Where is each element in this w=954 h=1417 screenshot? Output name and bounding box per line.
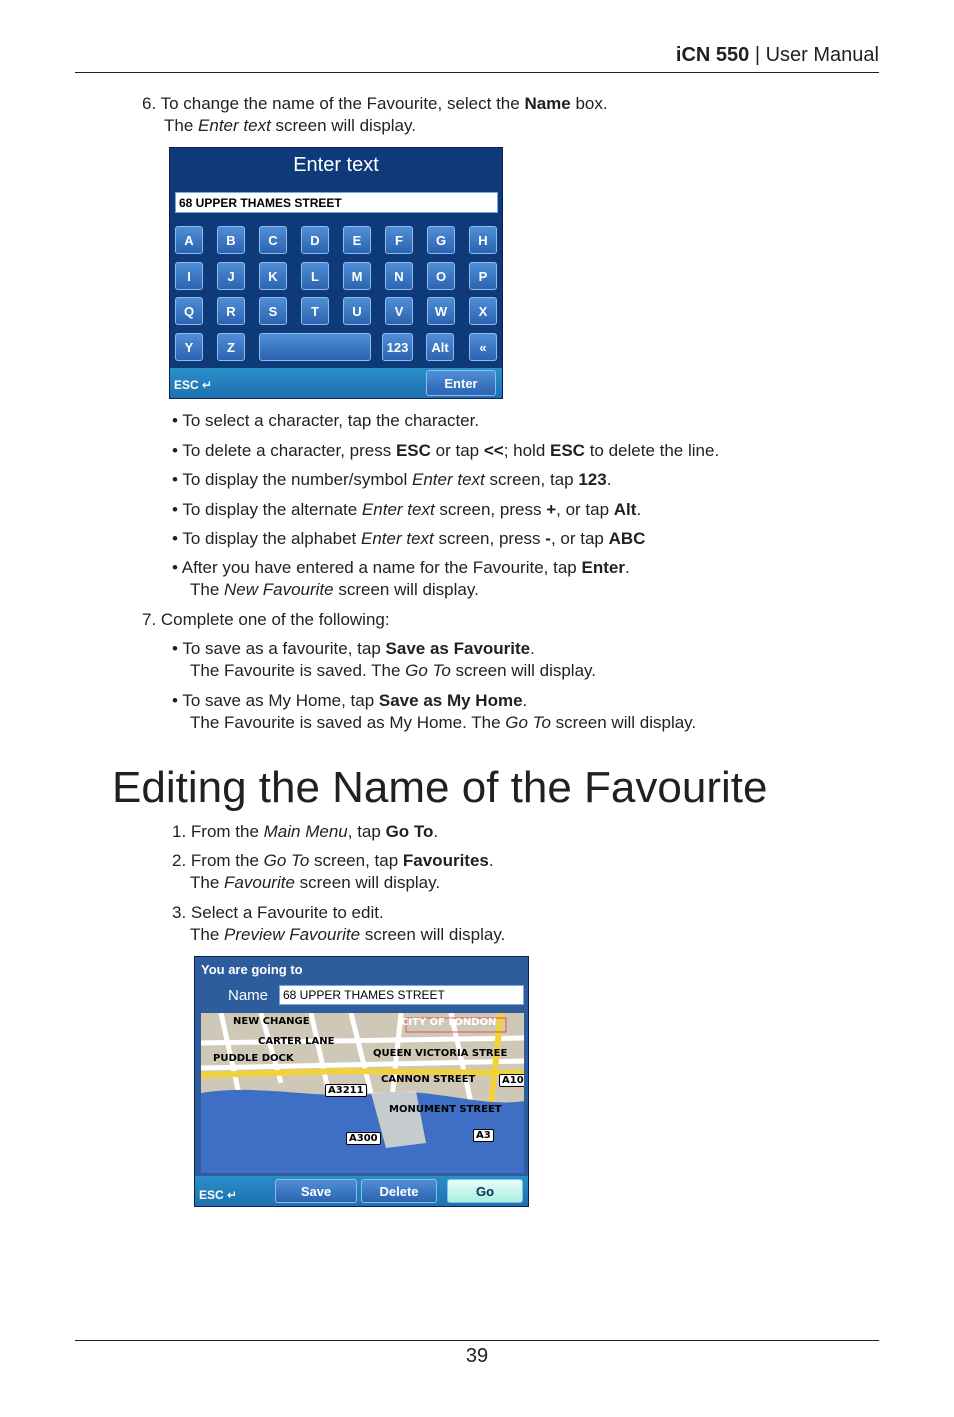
key-z[interactable]: Z (217, 333, 245, 361)
key-f[interactable]: F (385, 226, 413, 254)
bullet-2-part: or tap (430, 441, 484, 460)
key-123[interactable]: 123 (382, 333, 413, 361)
opt1-end: . (530, 639, 535, 658)
opt2-sub-italic: Go To (505, 713, 551, 732)
bullet-6-sub-text: The (190, 580, 225, 599)
bullet-4-part: screen, press (434, 500, 547, 519)
key-c[interactable]: C (259, 226, 287, 254)
opt2-bold: Save as My Home (378, 691, 523, 710)
space-key[interactable] (259, 333, 371, 361)
opt2-end: . (522, 691, 528, 710)
step-6-sub-italic: Enter text (198, 116, 271, 135)
bullet-5-part: • To display the alphabet (172, 529, 361, 548)
edit-step-2-text: 2. From the (172, 851, 264, 870)
bullet-2-part: ESC (550, 441, 585, 460)
name-field[interactable]: 68 UPPER THAMES STREET (279, 985, 524, 1005)
key-r[interactable]: R (217, 297, 245, 325)
edit-step-1-bold: Go To (385, 822, 434, 841)
step-6-sub (164, 115, 416, 137)
bullet-3-part: • To display the number/symbol (172, 470, 412, 489)
edit-step-2-sub-text: The (190, 873, 225, 892)
edit-step-3-sub (190, 924, 505, 946)
header-separator: | (754, 44, 761, 66)
key-o[interactable]: O (427, 262, 455, 290)
key-e[interactable]: E (343, 226, 371, 254)
enter-button[interactable]: Enter (426, 370, 496, 396)
key-g[interactable]: G (427, 226, 455, 254)
map-label: MONUMENT STREET (389, 1104, 502, 1115)
text-input-field[interactable]: 68 UPPER THAMES STREET (175, 192, 498, 213)
bullet-4-part: Alt (613, 500, 637, 519)
bullet-2-part: << (483, 441, 504, 460)
key-y[interactable]: Y (175, 333, 203, 361)
key-x[interactable]: X (469, 297, 497, 325)
section-heading: Editing the Name of the Favourite (112, 763, 768, 812)
edit-step-3: 3. Select a Favourite to edit. (172, 903, 384, 922)
bullet-3-part: 123 (578, 470, 607, 489)
name-label: Name (228, 987, 269, 1004)
key-b[interactable]: B (217, 226, 245, 254)
bullet-4 (172, 499, 641, 521)
bullet-1-part: • To select a character, tap the character. (172, 411, 480, 430)
bullet-4-part: . (636, 500, 642, 519)
key-l[interactable]: L (301, 262, 329, 290)
key-m[interactable]: M (343, 262, 371, 290)
map-label: A3 (473, 1129, 494, 1142)
edit-step-1-mid: , tap (347, 822, 386, 841)
opt2-sub-end: screen will display. (550, 713, 697, 732)
key-j[interactable]: J (217, 262, 245, 290)
edit-step-2-italic: Go To (263, 851, 310, 870)
key-t[interactable]: T (301, 297, 329, 325)
opt2-sub-text: The Favourite is saved as My Home. The (190, 713, 506, 732)
bullet-2-part: ; hold (503, 441, 550, 460)
opt2-text: • To save as My Home, tap (172, 691, 379, 710)
edit-step-3-sub-italic: Preview Favourite (224, 925, 361, 944)
key-v[interactable]: V (385, 297, 413, 325)
bullet-2-part: • To delete a character, press (172, 441, 396, 460)
bullet-5-part: - (545, 529, 551, 548)
opt1-sub-italic: Go To (405, 661, 451, 680)
map-label: A300 (346, 1132, 381, 1145)
edit-step-2-bold: Favourites (402, 851, 489, 870)
bullet-6-part: Enter (581, 558, 625, 577)
opt1-text: • To save as a favourite, tap (172, 639, 386, 658)
bullet-3-part: . (606, 470, 612, 489)
bullet-1 (172, 410, 479, 432)
key-k[interactable]: K (259, 262, 287, 290)
step-6-bold: Name (524, 94, 571, 113)
edit-step-3-sub-end: screen will display. (360, 925, 506, 944)
edit-step-1-text: 1. From the (172, 822, 264, 841)
bullet-5-part: Enter text (361, 529, 434, 548)
preview-favourite-screenshot (194, 956, 529, 1207)
esc-label: ESC (199, 1188, 224, 1202)
edit-step-2-sub-italic: Favourite (224, 873, 295, 892)
map-label: NEW CHANGE (233, 1016, 310, 1027)
edit-step-2 (172, 850, 494, 872)
key-h[interactable]: H (469, 226, 497, 254)
footer-rule (75, 1340, 879, 1341)
back-arrow-icon: ↵ (227, 1188, 238, 1202)
you-are-going-to-label: You are going to (201, 962, 303, 977)
key-w[interactable]: W (427, 297, 455, 325)
opt1-bold: Save as Favourite (385, 639, 531, 658)
key-u[interactable]: U (343, 297, 371, 325)
bullet-4-part: Enter text (361, 500, 435, 519)
bullet-2-part: to delete the line. (584, 441, 720, 460)
step-6 (142, 93, 608, 115)
enter-text-screenshot (169, 147, 503, 399)
step-7-option-1-sub (190, 660, 596, 682)
step-7-option-2-sub (190, 712, 696, 734)
edit-step-2-mid: screen, tap (309, 851, 403, 870)
key-s[interactable]: S (259, 297, 287, 325)
bullet-6-sub-end: screen will display. (333, 580, 479, 599)
step-7-option-2 (172, 690, 527, 712)
map-label: CARTER LANE (258, 1036, 335, 1047)
bullet-6-part: • After you have entered a name for the Favourite, tap (172, 558, 582, 577)
backspace-key[interactable]: « (469, 333, 497, 361)
key-p[interactable]: P (469, 262, 497, 290)
bullet-6-sub-italic: New Favourite (224, 580, 334, 599)
bullet-4-part: • To display the alternate (172, 500, 362, 519)
bullet-2 (172, 440, 719, 462)
running-header (676, 44, 879, 67)
bullet-5-part: screen, press (433, 529, 546, 548)
edit-step-1-end: . (433, 822, 439, 841)
step-6-end: box. (570, 94, 608, 113)
bullet-3-part: screen, tap (484, 470, 579, 489)
map-label: A3211 (325, 1084, 367, 1097)
edit-step-2-end: . (488, 851, 494, 870)
edit-step-2-sub (190, 872, 440, 894)
bullet-5-part: , or tap (550, 529, 609, 548)
key-alt[interactable]: Alt (426, 333, 454, 361)
manual-title: User Manual (765, 44, 879, 66)
bullet-6 (172, 557, 630, 579)
bullet-6-sub (190, 579, 479, 601)
delete-button[interactable]: Delete (361, 1179, 437, 1203)
key-a[interactable]: A (175, 226, 203, 254)
bullet-5-part: ABC (608, 529, 646, 548)
enter-text-title: Enter text (293, 154, 379, 176)
esc-label: ESC (174, 378, 199, 392)
product-name: iCN 550 (675, 44, 750, 66)
map-view[interactable] (201, 1013, 524, 1173)
key-q[interactable]: Q (175, 297, 203, 325)
map-label: PUDDLE DOCK (213, 1053, 294, 1064)
edit-step-2-sub-end: screen will display. (294, 873, 441, 892)
step-6-sub-end: screen will display. (270, 116, 416, 135)
bullet-4-part: , or tap (556, 500, 614, 519)
bullet-5 (172, 528, 645, 550)
edit-step-3-sub-text: The (190, 925, 225, 944)
map-label: CANNON STREET (381, 1074, 476, 1085)
map-label: QUEEN VICTORIA STREE (373, 1048, 508, 1059)
save-button[interactable]: Save (275, 1179, 357, 1203)
step-7: 7. Complete one of the following: (142, 610, 390, 629)
map-label: A10 (499, 1074, 524, 1087)
bullet-6-part: . (624, 558, 630, 577)
edit-step-1-italic: Main Menu (263, 822, 348, 841)
back-arrow-icon: ↵ (202, 378, 213, 392)
map-label: CITY OF LONDON (401, 1017, 497, 1028)
esc-button[interactable] (174, 378, 212, 392)
opt1-sub-text: The Favourite is saved. The (190, 661, 406, 680)
esc-button[interactable] (199, 1188, 237, 1202)
bullet-4-part: + (546, 500, 557, 519)
key-d[interactable]: D (301, 226, 329, 254)
bullet-2-part: ESC (395, 441, 431, 460)
page-number: 39 (465, 1345, 489, 1367)
step-7-option-1 (172, 638, 535, 660)
edit-step-1 (172, 821, 438, 843)
step-6-sub-text: The (164, 116, 199, 135)
header-rule (75, 72, 879, 73)
step-6-text: 6. To change the name of the Favourite, select the (142, 94, 525, 113)
go-button[interactable]: Go (447, 1179, 523, 1203)
bullet-3-part: Enter text (411, 470, 485, 489)
bullet-3 (172, 469, 611, 491)
key-i[interactable]: I (175, 262, 203, 290)
opt1-sub-end: screen will display. (450, 661, 596, 680)
key-n[interactable]: N (385, 262, 413, 290)
